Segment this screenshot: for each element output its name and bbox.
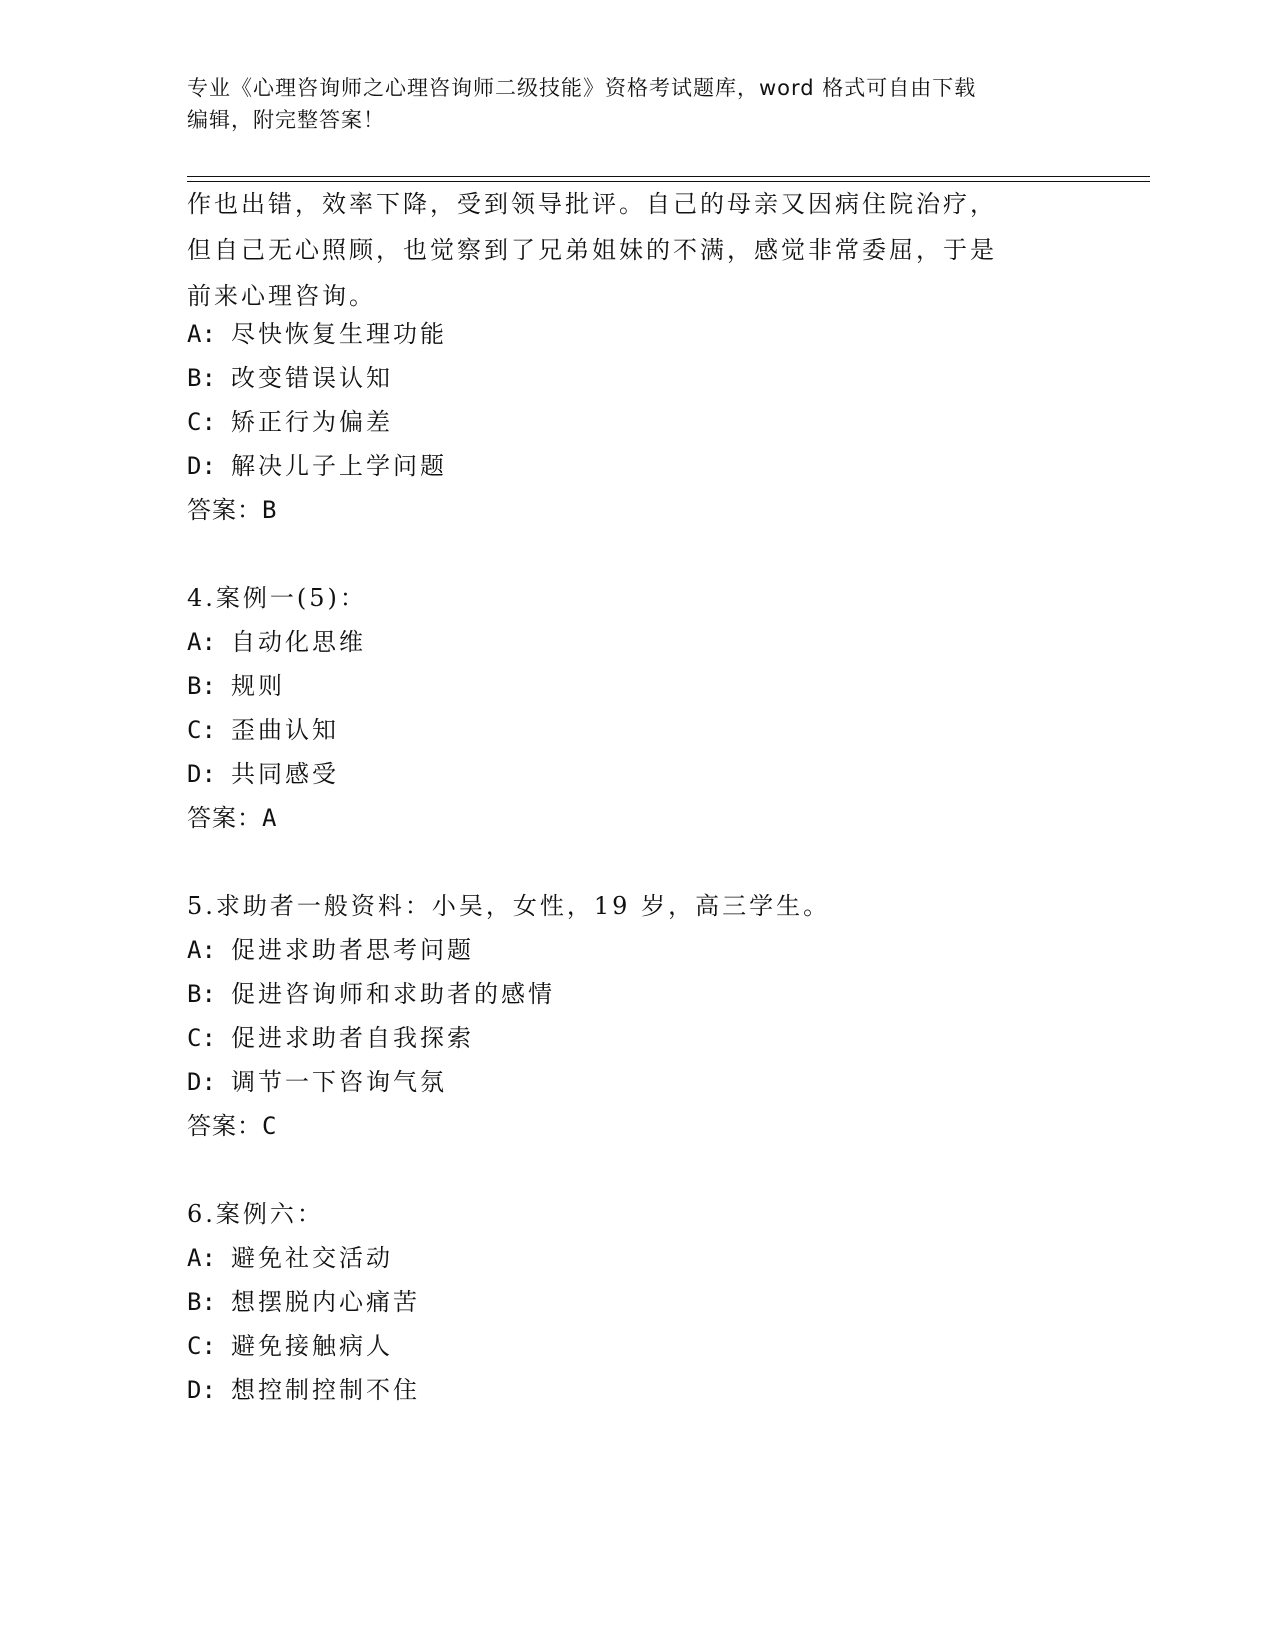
option-c [187,404,393,440]
option-text: 促进求助者思考问题 [231,936,474,964]
option-key: B: [187,672,216,700]
option-text: 尽快恢复生理功能 [231,320,447,348]
option-a [187,624,366,660]
question-stem-text: 4.案例一(5)： [187,584,367,612]
option-text: 自动化思维 [231,628,366,656]
answer-label: 答案： [187,804,262,832]
header-divider-top [187,176,1150,177]
option-key: C: [187,716,216,744]
option-text: 矫正行为偏差 [231,408,393,436]
header-title-line-2: 编辑，附完整答案！ [187,108,385,132]
document-header [187,72,1087,136]
option-text: 想摆脱内心痛苦 [231,1288,420,1316]
option-text: 促进咨询师和求助者的感情 [231,980,555,1008]
option-a [187,1240,393,1276]
answer-value: C [262,1112,278,1140]
header-title-line-1: 专业《心理咨询师之心理咨询师二级技能》资格考试题库，word 格式可自由下载 [187,76,977,100]
answer-value: B [262,496,278,524]
case-text-line: 但自己无心照顾，也觉察到了兄弟姐妹的不满，感觉非常委屈，于是 [187,236,997,264]
option-text: 想控制控制不住 [231,1376,420,1404]
option-key: B: [187,980,216,1008]
answer-line [187,800,277,836]
option-text: 解决儿子上学问题 [231,452,447,480]
option-key: C: [187,1332,216,1360]
option-d [187,448,447,484]
answer-line [187,492,277,528]
option-d [187,756,339,792]
answer-value: A [262,804,278,832]
answer-label: 答案： [187,1112,262,1140]
option-key: B: [187,1288,216,1316]
option-key: D: [187,1376,216,1404]
option-d [187,1064,447,1100]
case-text-line: 前来心理咨询。 [187,282,376,310]
case-text-continuation [187,181,1107,319]
option-a [187,932,474,968]
question-stem [187,580,367,616]
option-text: 改变错误认知 [231,364,393,392]
option-text: 歪曲认知 [231,716,339,744]
question-stem-text: 5.求助者一般资料：小吴，女性，19 岁，高三学生。 [187,892,831,920]
option-text: 避免接触病人 [231,1332,393,1360]
question-stem [187,888,830,924]
option-a [187,316,447,352]
option-key: A: [187,320,216,348]
option-c [187,712,339,748]
option-key: A: [187,1244,216,1272]
option-c [187,1328,393,1364]
option-text: 促进求助者自我探索 [231,1024,474,1052]
option-key: D: [187,760,216,788]
option-text: 避免社交活动 [231,1244,393,1272]
option-key: C: [187,1024,216,1052]
option-key: A: [187,936,216,964]
option-d [187,1372,420,1408]
option-b [187,668,285,704]
option-text: 共同感受 [231,760,339,788]
answer-label: 答案： [187,496,262,524]
option-text: 调节一下咨询气氛 [231,1068,447,1096]
option-key: D: [187,452,216,480]
case-text-line: 作也出错，效率下降，受到领导批评。自己的母亲又因病住院治疗， [187,190,997,218]
question-stem [187,1196,324,1232]
option-text: 规则 [231,672,285,700]
option-key: A: [187,628,216,656]
question-stem-text: 6.案例六： [187,1200,324,1228]
option-b [187,360,393,396]
option-b [187,976,555,1012]
answer-line [187,1108,277,1144]
option-b [187,1284,420,1320]
option-key: D: [187,1068,216,1096]
option-c [187,1020,474,1056]
option-key: B: [187,364,216,392]
option-key: C: [187,408,216,436]
